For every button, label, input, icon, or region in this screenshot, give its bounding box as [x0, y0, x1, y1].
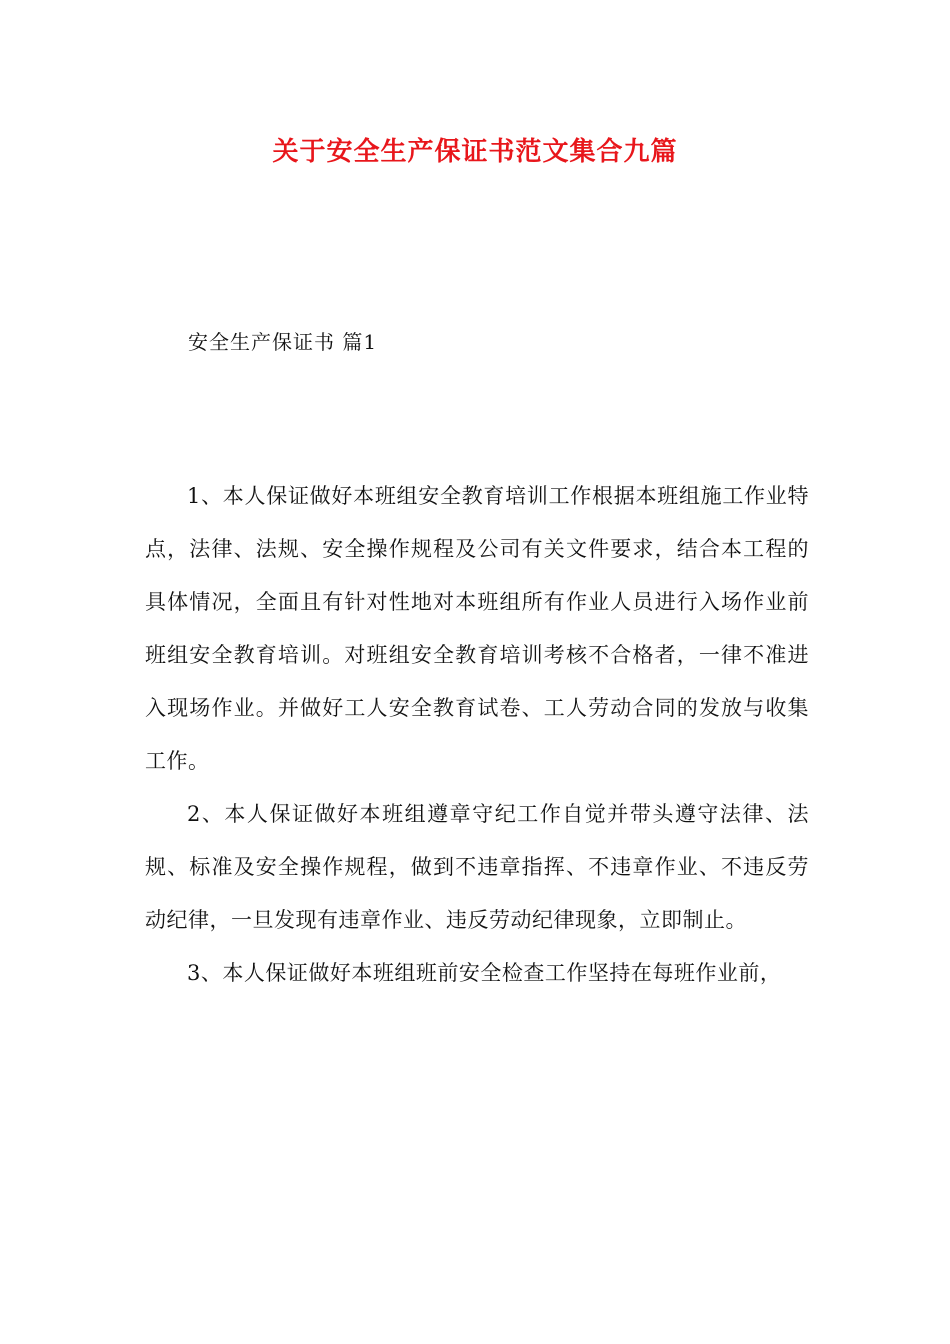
paragraph-2: 2、本人保证做好本班组遵章守纪工作自觉并带头遵守法律、法规、标准及安全操作规程，做到不违章指挥、不违章作业、不违反劳动纪律，一旦发现有违章作业、违反劳动纪律现象，立即制止。: [145, 802, 809, 932]
document-title: 关于安全生产保证书范文集合九篇: [272, 137, 678, 167]
document-body: [145, 470, 809, 1000]
section-heading: 安全生产保证书 篇1: [188, 330, 378, 354]
paragraph-3: 3、本人保证做好本班组班前安全检查工作坚持在每班作业前，: [187, 961, 782, 985]
paragraph-1: 1、本人保证做好本班组安全教育培训工作根据本班组施工作业特点，法律、法规、安全操作规程及公司有关文件要求，结合本工程的具体情况，全面且有针对性地对本班组所有作业人员进行入场作业前班组安全教育培训。对班组安全教育培训考核不合格者，一律不准进入现场作业。并做好工人安全教育试卷、工人劳动合同的发放与收集工作。: [145, 484, 809, 773]
